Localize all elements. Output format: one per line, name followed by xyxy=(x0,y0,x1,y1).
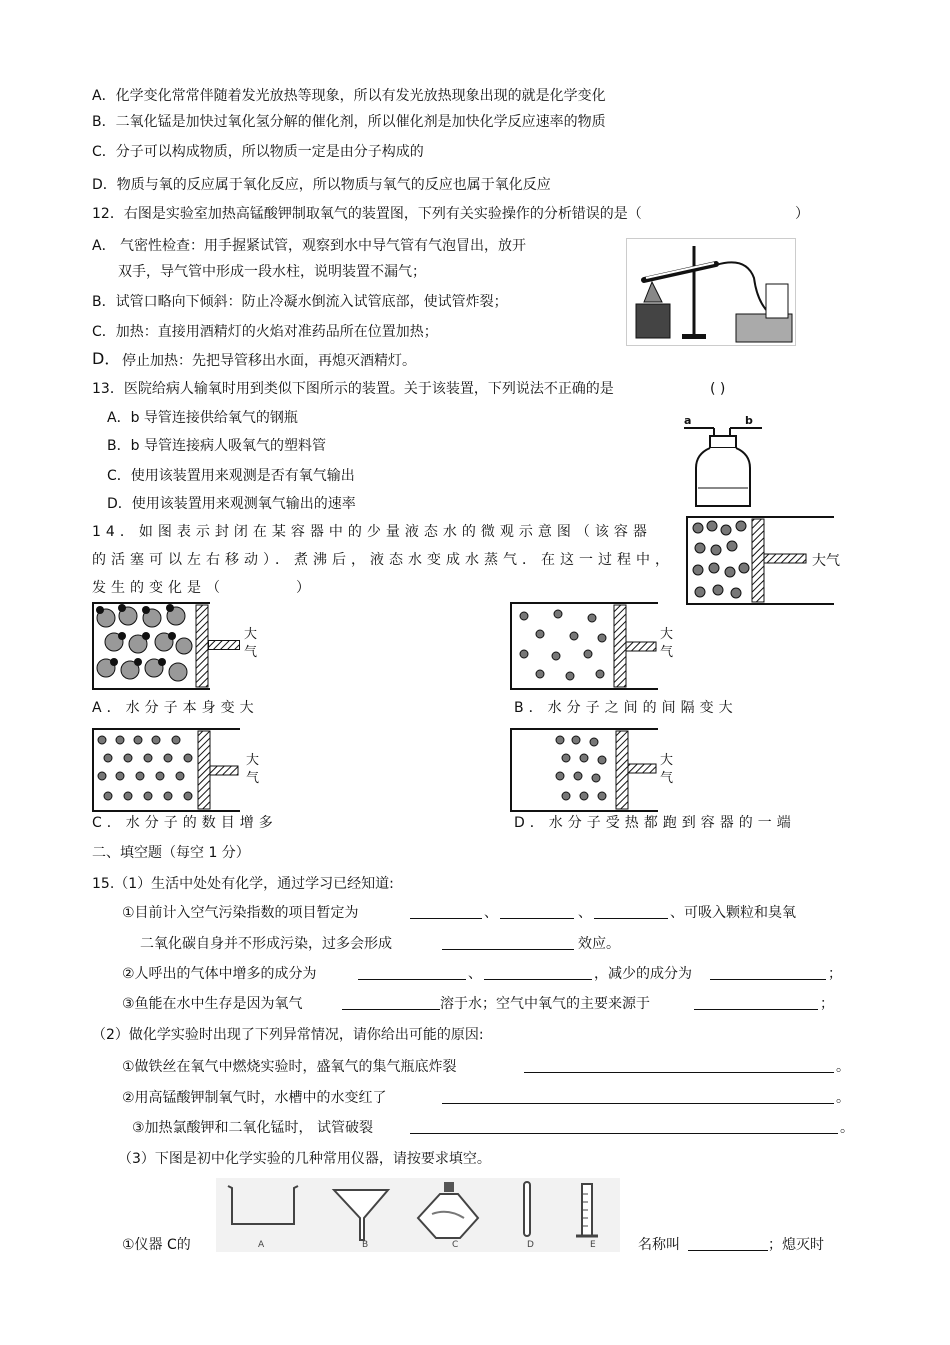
air-label-a-2: 气 xyxy=(244,645,258,660)
q15-part2-item3: ③加热氯酸钾和二氧化锰时， 试管破裂 xyxy=(132,1120,373,1136)
blank-reason-1[interactable] xyxy=(524,1058,834,1073)
air-label-d-1: 大 xyxy=(660,753,674,768)
q14-stem-line1: 14．如图表示封闭在某容器中的少量液态水的微观示意图（该容器 xyxy=(92,524,652,540)
q15-item1-line2-tail: 效应。 xyxy=(578,936,620,952)
air-label-b-1: 大 xyxy=(660,627,674,642)
q14-paren-close: ） xyxy=(296,580,310,596)
q12-option-c: C．加热：直接用酒精灯的火焰对准药品所在位置加热； xyxy=(92,324,438,340)
option-a-figure xyxy=(92,602,210,690)
q15-item3-mid: 溶于水；空气中氧气的主要来源于 xyxy=(440,996,650,1012)
oxygen-bottle-figure xyxy=(678,410,770,510)
blank-pollutant-3[interactable] xyxy=(594,904,668,919)
oxygen-apparatus-figure xyxy=(626,238,796,346)
q12-option-b: B．试管口略向下倾斜：防止冷凝水倒流入试管底部，使试管炸裂； xyxy=(92,294,508,310)
blank-reason-2[interactable] xyxy=(442,1089,834,1104)
blank-oxygen-source[interactable] xyxy=(694,995,818,1010)
semicolon: ； xyxy=(820,996,834,1012)
q12-option-d-letter: D． xyxy=(92,349,121,368)
period: 。 xyxy=(836,1090,850,1106)
q14-option-b: B．水分子之间的间隔变大 xyxy=(514,700,738,716)
q13-paren: ( ) xyxy=(710,381,726,397)
instrument-label-d: D xyxy=(527,1240,534,1250)
blank-solubility[interactable] xyxy=(342,995,440,1010)
q15-item3: ③鱼能在水中生存是因为氧气 xyxy=(122,996,303,1012)
q13-option-a: A．b 导管连接供给氧气的钢瓶 xyxy=(107,410,298,426)
blank-reason-3[interactable] xyxy=(410,1119,838,1134)
q14-stem-line2: 的活塞可以左右移动）．煮沸后，液态水变成水蒸气．在这一过程中， xyxy=(92,552,674,568)
separator: 、 xyxy=(484,905,498,921)
blank-pollutant-1[interactable] xyxy=(410,904,482,919)
q15-part3-item1-tail: 名称叫 xyxy=(638,1237,680,1253)
period: 。 xyxy=(836,1059,850,1075)
q15-item1-tail: 、可吸入颗粒和臭氧 xyxy=(670,905,796,921)
blank-pollutant-2[interactable] xyxy=(500,904,574,919)
option-c-figure xyxy=(92,728,240,812)
blank-exhaled-2[interactable] xyxy=(484,965,592,980)
separator: 、 xyxy=(578,905,592,921)
blank-exhaled-decrease[interactable] xyxy=(710,965,826,980)
q13-option-d: D．使用该装置用来观测氧气输出的速率 xyxy=(107,496,356,512)
q11-option-a: A．化学变化常常伴随着发光放热等现象，所以有发光放热现象出现的就是化学变化 xyxy=(92,88,606,104)
blank-exhaled-1[interactable] xyxy=(358,965,466,980)
q13-stem: 13．医院给病人输氧时用到类似下图所示的装置。关于该装置，下列说法不正确的是 xyxy=(92,381,614,397)
q15-part2-item1: ①做铁丝在氧气中燃烧实验时，盛氧气的集气瓶底炸裂 xyxy=(122,1059,457,1075)
q15-part3-stem: （3）下图是初中化学实验的几种常用仪器，请按要求填空。 xyxy=(118,1151,491,1167)
instrument-label-b: B xyxy=(362,1240,369,1250)
q15-item2-mid: ，减少的成分为 xyxy=(594,966,692,982)
tube-label-b: b xyxy=(745,414,753,427)
air-label-c-2: 气 xyxy=(246,771,260,786)
tube-label-a: a xyxy=(684,414,692,427)
q12-stem: 12．右图是实验室加热高锰酸钾制取氧气的装置图，下列有关实验操作的分析错误的是（ xyxy=(92,206,642,222)
air-label-d-2: 气 xyxy=(660,771,674,786)
semicolon: ； xyxy=(828,966,842,982)
separator: 、 xyxy=(468,966,482,982)
q15-part3-item1-end: ；熄灭时 xyxy=(768,1237,824,1253)
instrument-label-c: C xyxy=(452,1240,459,1250)
air-label-c-1: 大 xyxy=(246,753,260,768)
lab-instruments-figure xyxy=(216,1178,620,1252)
q15-part1-stem: 15.（1）生活中处处有化学，通过学习已经知道: xyxy=(92,876,394,892)
q15-part3-item1: ①仪器 C的 xyxy=(122,1237,191,1253)
air-label-a-1: 大 xyxy=(244,627,258,642)
q15-item1-line2: 二氧化碳自身并不形成污染，过多会形成 xyxy=(140,936,392,952)
q12-option-d: 停止加热：先把导管移出水面，再熄灭酒精灯。 xyxy=(122,353,416,369)
option-b-figure xyxy=(510,602,658,690)
q14-option-c: C．水分子的数目增多 xyxy=(92,815,278,831)
blank-instrument-name[interactable] xyxy=(688,1236,768,1251)
q13-option-b: B．b 导管连接病人吸氧气的塑料管 xyxy=(107,438,326,454)
q15-item1: ①目前计入空气污染指数的项目暂定为 xyxy=(122,905,359,921)
air-label-main: 大气 xyxy=(812,553,840,569)
option-d-figure xyxy=(510,728,658,812)
q12-paren-close: ） xyxy=(795,206,809,222)
q14-option-a: A．水分子本身变大 xyxy=(92,700,259,716)
air-label-b-2: 气 xyxy=(660,645,674,660)
q11-option-d: D．物质与氧的反应属于氧化反应，所以物质与氧气的反应也属于氧化反应 xyxy=(92,177,551,193)
q11-option-b: B．二氧化锰是加快过氧化氢分解的催化剂，所以催化剂是加快化学反应速率的物质 xyxy=(92,114,606,130)
instrument-label-e: E xyxy=(590,1240,596,1250)
q15-part2-item2: ②用高锰酸钾制氧气时，水槽中的水变红了 xyxy=(122,1090,387,1106)
option-a-piston-rod xyxy=(208,640,240,650)
q14-stem-line3: 发生的变化是（ xyxy=(92,580,225,596)
q14-option-d: D．水分子受热都跑到容器的一端 xyxy=(514,815,796,831)
period: 。 xyxy=(840,1120,854,1136)
instrument-label-a: A xyxy=(258,1240,265,1250)
q13-option-c: C．使用该装置用来观测是否有氧气输出 xyxy=(107,468,355,484)
q15-item2: ②人呼出的气体中增多的成分为 xyxy=(122,966,317,982)
q12-option-a: A． 气密性检查：用手握紧试管，观察到水中导气管有气泡冒出，放开 xyxy=(92,238,527,254)
section-heading: 二、填空题（每空 1 分） xyxy=(92,845,250,861)
q11-option-c: C．分子可以构成物质，所以物质一定是由分子构成的 xyxy=(92,144,424,160)
blank-greenhouse[interactable] xyxy=(442,935,574,950)
q15-part2-stem: （2）做化学实验时出现了下列异常情况，请你给出可能的原因: xyxy=(92,1027,484,1043)
q12-option-a-cont: 双手，导气管中形成一段水柱，说明装置不漏气； xyxy=(118,264,426,280)
